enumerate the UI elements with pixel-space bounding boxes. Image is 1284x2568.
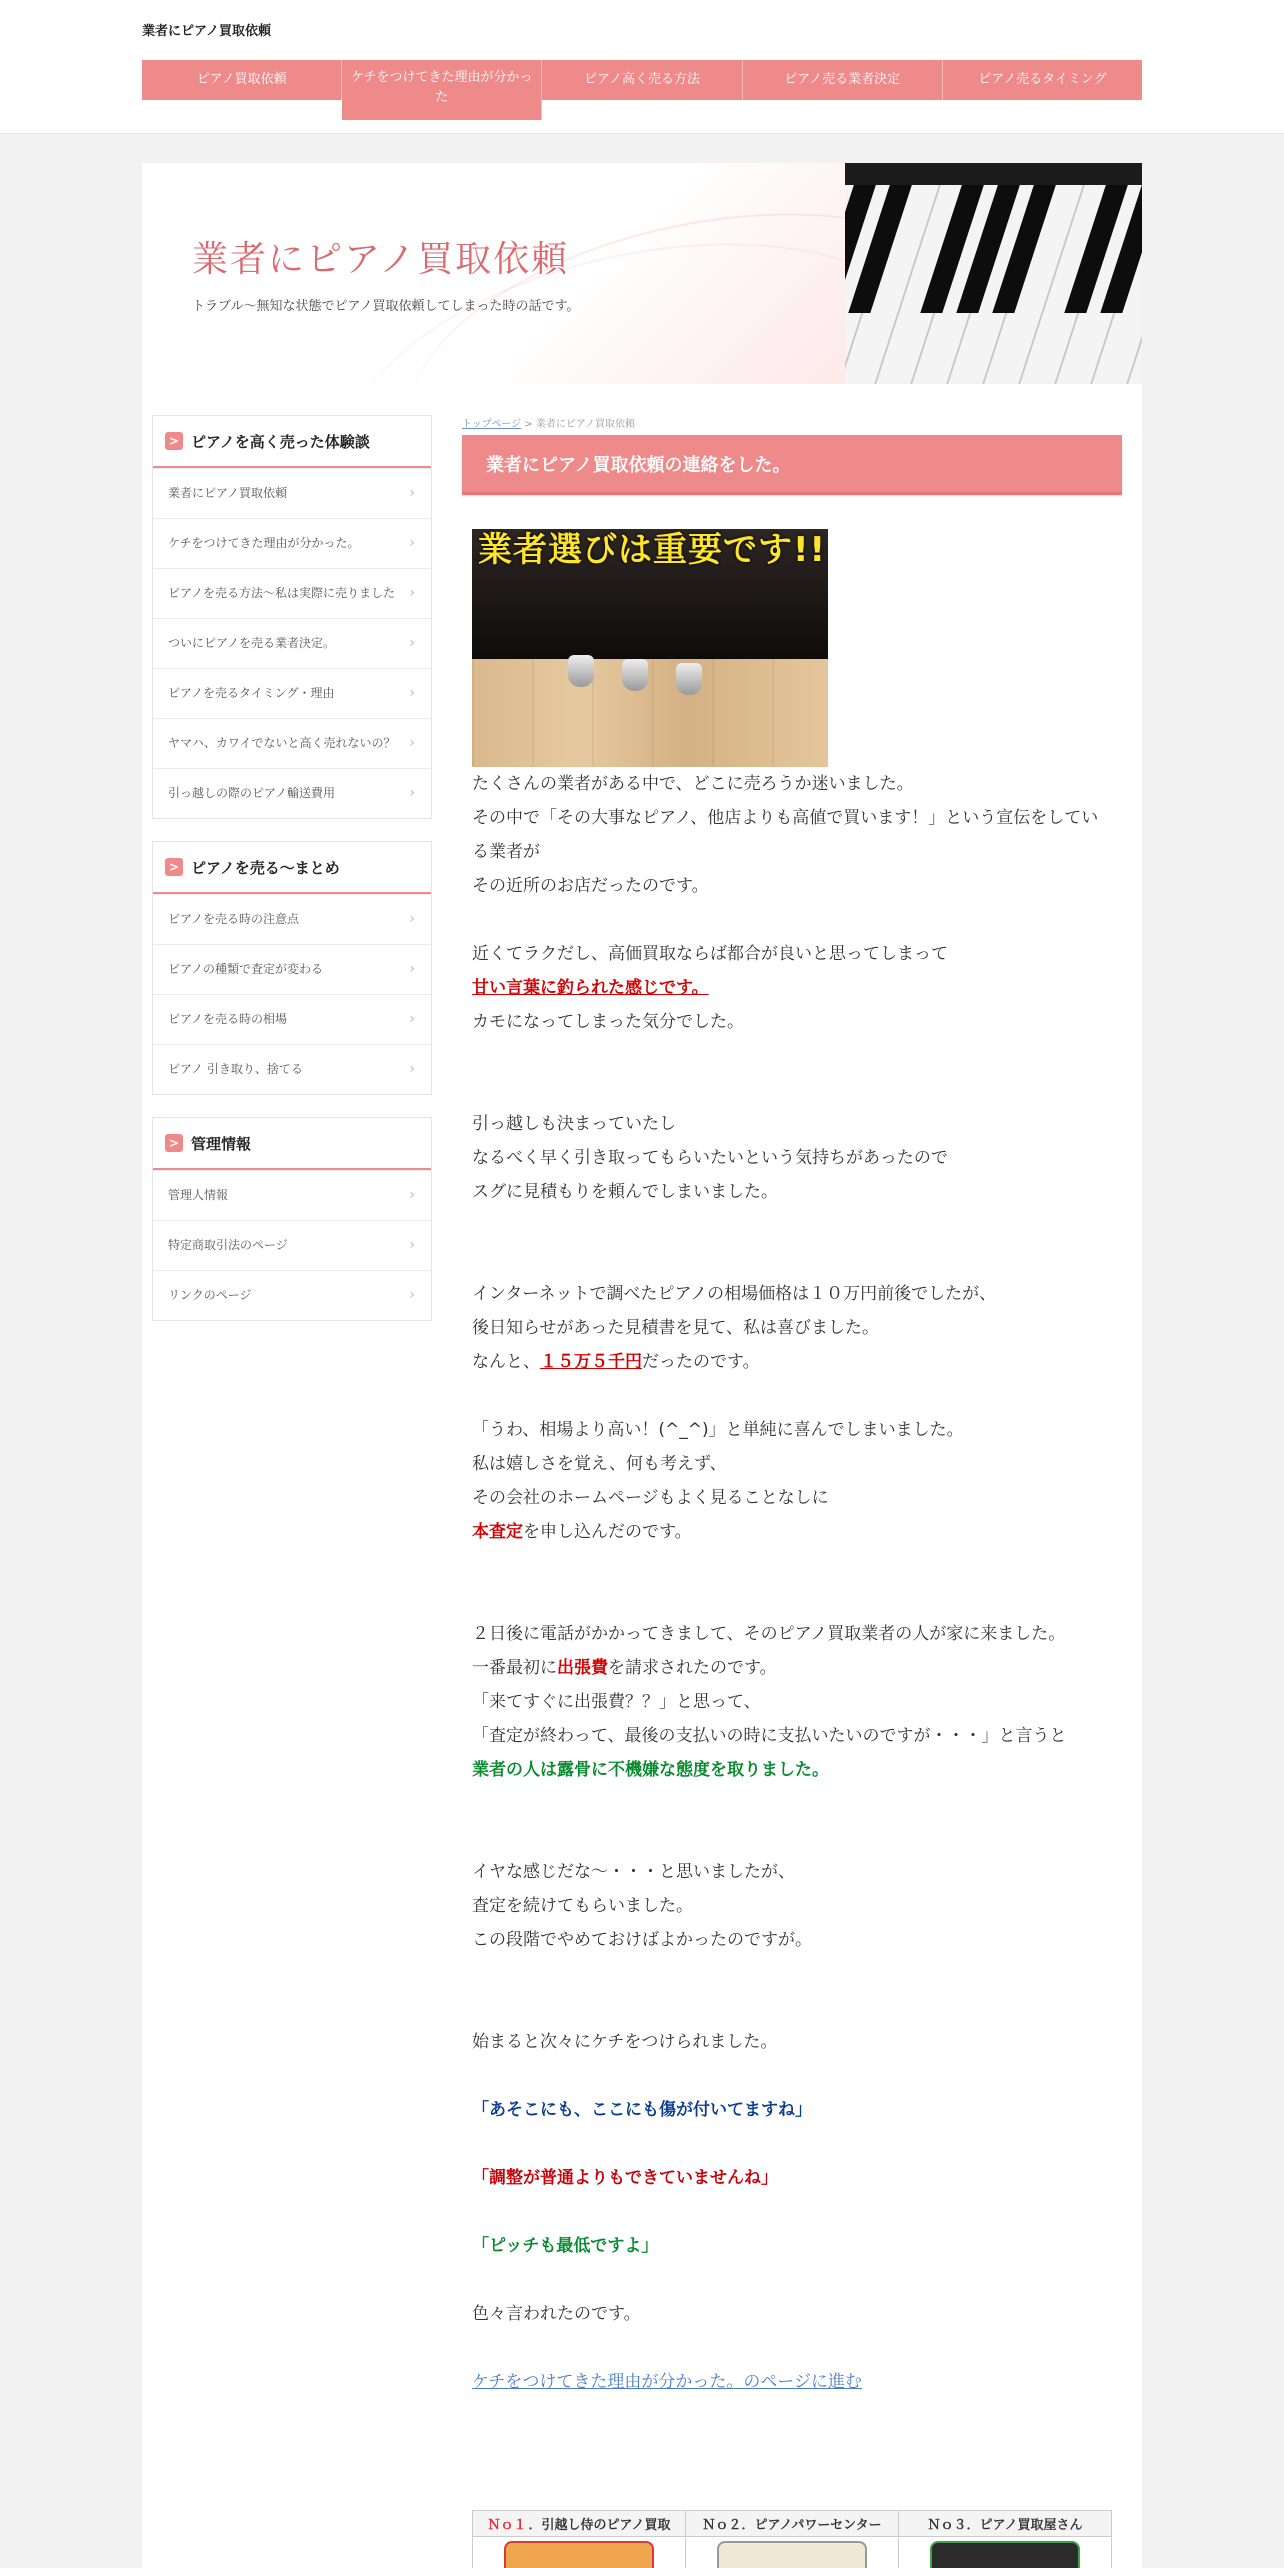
emphasis-text: 業者の人は露骨に不機嫌な態度を取りました。 xyxy=(472,1760,829,1780)
sidebar-box-title: > ピアノを売る～まとめ xyxy=(153,842,431,894)
paragraph: 本査定を申し込んだのです。 xyxy=(472,1522,692,1542)
nav-item-piano-kaitori[interactable]: ピアノ買取依頼 xyxy=(142,60,342,100)
ranking-cell[interactable] xyxy=(899,2511,1111,2568)
quote-text: 「あそこにも、ここにも傷が付いてますね」 xyxy=(472,2100,812,2120)
paragraph: イヤな感じだな～・・・と思いましたが、 xyxy=(472,1862,795,1882)
chevron-right-icon: › xyxy=(409,1236,415,1253)
piano-pedals-photo xyxy=(472,529,828,767)
content-sheet xyxy=(142,163,1142,2568)
paragraph: 「うわ、相場より高い！(^_^)」と単純に喜んでしまいました。 xyxy=(472,1420,964,1440)
ranking-header: Ｎｏ１ ．引越し侍のピアノ買取 xyxy=(473,2511,685,2537)
sidebar-item[interactable]: ピアノ 引き取り、捨てる › xyxy=(153,1044,431,1094)
chevron-right-icon: › xyxy=(409,534,415,551)
photo-floor xyxy=(472,659,828,767)
quote-text: 「ピッチも最低ですよ」 xyxy=(472,2236,659,2256)
sidebar-box-title: > 管理情報 xyxy=(153,1118,431,1170)
paragraph: なるべく早く引き取ってもらいたいという気持ちがあったので xyxy=(472,1148,948,1168)
sidebar-box-admin xyxy=(152,1117,432,1321)
banner-title[interactable]: 業者にピアノ買取依頼 xyxy=(192,239,570,280)
paragraph: 「来てすぐに出張費？？」と思って、 xyxy=(472,1692,761,1712)
next-page-link[interactable]: ケチをつけてきた理由が分かった。のページに進む xyxy=(472,2372,862,2392)
sidebar-item[interactable]: ピアノの種類で査定が変わる › xyxy=(153,944,431,994)
paragraph: 色々言われたのです。 xyxy=(472,2304,641,2324)
header-banner xyxy=(142,163,1142,384)
chevron-right-icon: › xyxy=(409,734,415,751)
chevron-right-icon: > xyxy=(165,1134,183,1152)
nav-item-sell-high[interactable]: ピアノ高く売る方法 xyxy=(542,60,742,100)
sidebar-box-summary xyxy=(152,841,432,1095)
site-header xyxy=(0,0,1284,134)
paragraph: 私は嬉しさを覚え、何も考えず、 xyxy=(472,1454,727,1474)
paragraph: その会社のホームページもよく見ることなしに xyxy=(472,1488,829,1508)
ranking-thumbnail[interactable] xyxy=(504,2541,654,2568)
ranking-table xyxy=(472,2510,1112,2568)
photo-caption: 業者選びは重要です!! xyxy=(478,530,827,570)
sidebar-item[interactable]: ピアノを売る方法～私は実際に売りました › xyxy=(153,568,431,618)
emphasis-text: 出張費 xyxy=(557,1658,608,1678)
chevron-right-icon: › xyxy=(409,1060,415,1077)
sidebar-box-experience xyxy=(152,415,432,819)
ranking-thumbnail[interactable] xyxy=(930,2541,1080,2568)
chevron-right-icon: › xyxy=(409,684,415,701)
paragraph: インターネットで調べたピアノの相場価格は１０万円前後でしたが、 xyxy=(472,1284,997,1304)
chevron-right-icon: > xyxy=(165,432,183,450)
nav-item-dealer-decided[interactable]: ピアノ売る業者決定 xyxy=(743,60,943,100)
paragraph: カモになってしまった気分でした。 xyxy=(472,1012,744,1032)
global-nav xyxy=(142,60,1142,105)
sidebar-box-title: > ピアノを高く売った体験談 xyxy=(153,416,431,468)
paragraph: 「査定が終わって、最後の支払いの時に支払いたいのですが・・・」と言うと xyxy=(472,1726,1067,1746)
ranking-thumbnail[interactable] xyxy=(717,2541,867,2568)
paragraph: 一番最初に出張費を請求されたのです。 xyxy=(472,1658,777,1678)
paragraph: その中で「その大事なピアノ、他店よりも高値で買います！」という宣伝をしている業者が xyxy=(472,808,1099,862)
chevron-right-icon: › xyxy=(409,784,415,801)
paragraph: なんと、１５万５千円だったのです。 xyxy=(472,1352,760,1372)
quote-text: 「調整が普通よりもできていませんね」 xyxy=(472,2168,778,2188)
paragraph: スグに見積もりを頼んでしまいました。 xyxy=(472,1182,778,1202)
chevron-right-icon: › xyxy=(409,634,415,651)
breadcrumb-current: 業者にピアノ買取依頼 xyxy=(535,419,636,430)
paragraph: この段階でやめておけばよかったのですが。 xyxy=(472,1930,812,1950)
pedal xyxy=(676,663,702,695)
sidebar-item[interactable]: ついにピアノを売る業者決定。 › xyxy=(153,618,431,668)
ranking-header: Ｎｏ２ ．ピアノパワーセンター xyxy=(686,2511,898,2537)
article-body xyxy=(472,529,1112,2399)
chevron-right-icon: › xyxy=(409,910,415,927)
sidebar-item[interactable]: ヤマハ、カワイでないと高く売れないの？ › xyxy=(153,718,431,768)
sidebar xyxy=(152,415,432,1343)
paragraph: 査定を続けてもらいました。 xyxy=(472,1896,693,1916)
paragraph: 近くてラクだし、高価買取ならば都合が良いと思ってしまって xyxy=(472,944,948,964)
ranking-header: Ｎｏ３ ．ピアノ買取屋さん xyxy=(899,2511,1111,2537)
piano-keys-photo xyxy=(845,163,1142,384)
ranking-cell[interactable] xyxy=(473,2511,686,2568)
breadcrumb: トップページ > 業者にピアノ買取依頼 xyxy=(462,419,636,430)
price-highlight: １５万５千円 xyxy=(540,1352,642,1372)
sidebar-item[interactable]: リンクのページ › xyxy=(153,1270,431,1320)
nav-item-sell-timing[interactable]: ピアノ売るタイミング xyxy=(943,60,1142,100)
chevron-right-icon: › xyxy=(409,1286,415,1303)
ranking-cell[interactable] xyxy=(686,2511,899,2568)
breadcrumb-home-link[interactable]: トップページ xyxy=(462,419,522,430)
pedal xyxy=(622,659,648,691)
sidebar-item[interactable]: ピアノを売る時の相場 › xyxy=(153,994,431,1044)
emphasis-text: 本査定 xyxy=(472,1522,523,1542)
chevron-right-icon: › xyxy=(409,484,415,501)
sidebar-item[interactable]: 引っ越しの際のピアノ輸送費用 › xyxy=(153,768,431,818)
sidebar-item[interactable]: ピアノを売る時の注意点 › xyxy=(153,894,431,944)
chevron-right-icon: › xyxy=(409,1010,415,1027)
paragraph: ２日後に電話がかかってきまして、そのピアノ買取業者の人が家に来ました。 xyxy=(472,1624,1066,1644)
paragraph: たくさんの業者がある中で、どこに売ろうか迷いました。 xyxy=(472,774,914,794)
sidebar-item[interactable]: ケチをつけてきた理由が分かった。 › xyxy=(153,518,431,568)
page-title: 業者にピアノ買取依頼の連絡をした。 xyxy=(462,435,1122,495)
emphasis-text: 甘い言葉に釣られた感じです。 xyxy=(472,978,709,998)
nav-item-kechi-reason[interactable]: ケチをつけてきた理由が分かった xyxy=(342,60,542,120)
paragraph: 引っ越しも決まっていたし xyxy=(472,1114,676,1134)
sidebar-item[interactable]: 管理人情報 › xyxy=(153,1170,431,1220)
chevron-right-icon: › xyxy=(409,1186,415,1203)
piano-keys-image xyxy=(845,163,1142,384)
banner-subtitle: トラブル～無知な状態でピアノ買取依頼してしまった時の話です。 xyxy=(192,299,580,314)
site-title[interactable]: 業者にピアノ買取依頼 xyxy=(142,24,271,39)
paragraph: 始まると次々にケチをつけられました。 xyxy=(472,2032,778,2052)
chevron-right-icon: › xyxy=(409,960,415,977)
sidebar-item[interactable]: ピアノを売るタイミング・理由 › xyxy=(153,668,431,718)
paragraph: 後日知らせがあった見積書を見て、私は喜びました。 xyxy=(472,1318,879,1338)
sidebar-item[interactable]: 特定商取引法のページ › xyxy=(153,1220,431,1270)
paragraph: その近所のお店だったのです。 xyxy=(472,876,709,896)
main-content xyxy=(462,415,1122,2392)
chevron-right-icon: › xyxy=(409,584,415,601)
chevron-right-icon: > xyxy=(165,858,183,876)
sidebar-item[interactable]: 業者にピアノ買取依頼 › xyxy=(153,468,431,518)
pedal xyxy=(568,655,594,687)
